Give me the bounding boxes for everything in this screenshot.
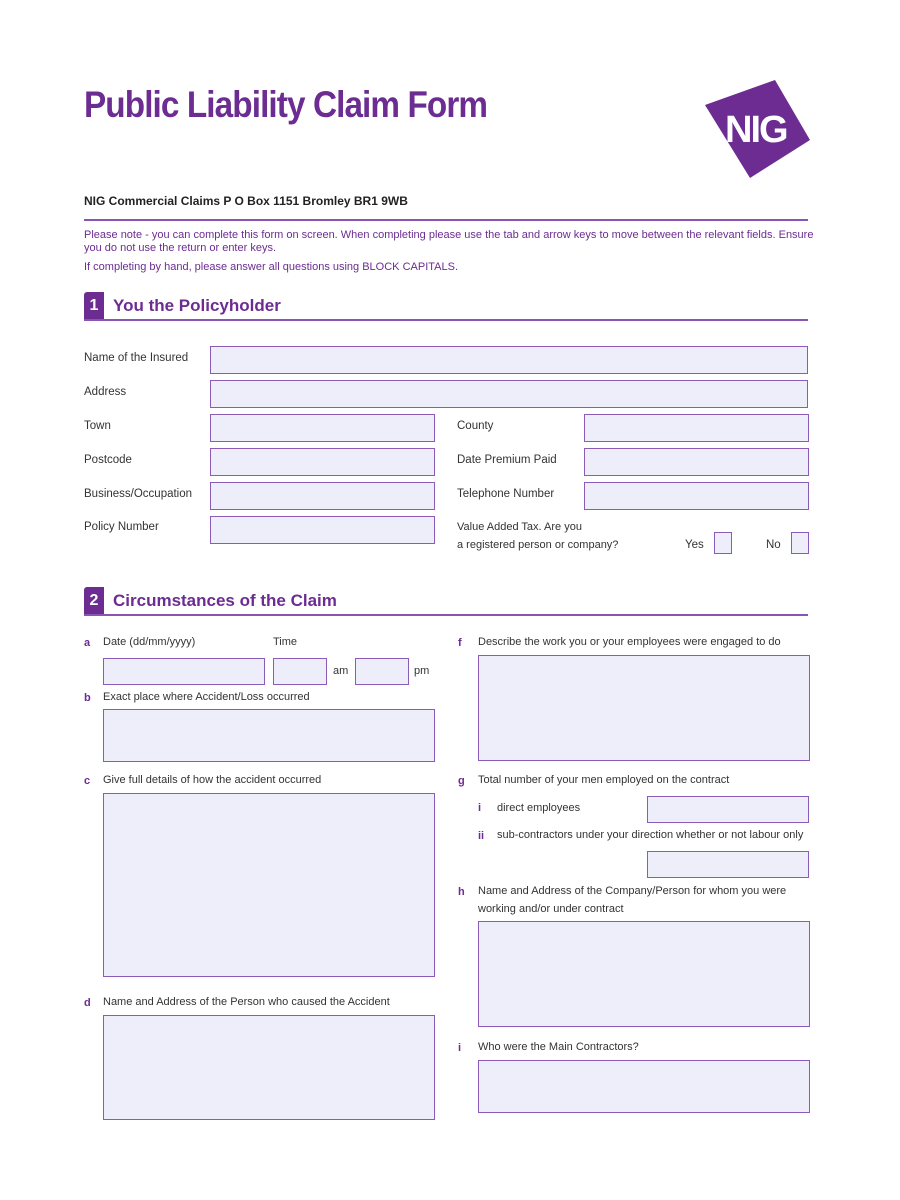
item-letter: h: [458, 886, 465, 898]
claims-address: NIG Commercial Claims P O Box 1151 Bromley BR1 9WB: [84, 194, 408, 208]
label-company: Name and Address of the Company/Person for whom you were: [478, 885, 787, 897]
label-pm: pm: [414, 665, 430, 677]
label-men: Total number of your men employed on the contract: [478, 774, 730, 786]
label-vat: Value Added Tax. Are you: [457, 521, 582, 533]
item-letter: d: [84, 997, 91, 1009]
item-letter: g: [458, 775, 465, 787]
item-letter: i: [458, 1042, 462, 1054]
name-of-insured-input[interactable]: [210, 346, 808, 374]
business-occupation-input[interactable]: [210, 482, 435, 510]
svg-text:NIG: NIG: [725, 109, 787, 151]
main-contractors-input[interactable]: [478, 1060, 810, 1113]
item-numeral: ii: [478, 830, 485, 842]
nig-logo: [705, 80, 810, 180]
label-town: Town: [84, 420, 111, 432]
person-caused-textarea[interactable]: [103, 1015, 435, 1120]
address-input[interactable]: [210, 380, 808, 408]
label-am: am: [333, 665, 349, 677]
label-vat-2: a registered person or company?: [457, 539, 619, 551]
vat-yes-checkbox[interactable]: [714, 532, 732, 554]
label-county: County: [457, 420, 494, 432]
town-input[interactable]: [210, 414, 435, 442]
label-name: Name of the Insured: [84, 352, 189, 364]
accident-place-input[interactable]: [103, 709, 435, 762]
item-letter: c: [84, 775, 91, 787]
accident-details-textarea[interactable]: [103, 793, 435, 977]
label-person: Name and Address of the Person who caused the Accident: [103, 996, 390, 1008]
label-company-2: working and/or under contract: [478, 903, 624, 915]
item-letter: b: [84, 692, 91, 704]
label-address: Address: [84, 386, 127, 398]
item-numeral: i: [478, 802, 482, 814]
note-screen: Please note - you can complete this form on screen. When completing please use the tab and arrow keys to move between the relevant fields. Ensure you do not use the return or enter keys.: [84, 229, 814, 254]
label-sub: sub-contractors under your direction whether or not labour only: [497, 829, 804, 841]
policy-number-input[interactable]: [210, 516, 435, 544]
item-letter: a: [84, 637, 91, 649]
label-date-premium: Date Premium Paid: [457, 454, 557, 466]
county-input[interactable]: [584, 414, 809, 442]
section-1-title: You the Policyholder: [113, 296, 281, 315]
section-2-title: Circumstances of the Claim: [113, 591, 337, 610]
direct-employees-input[interactable]: [647, 796, 809, 823]
section-1-number: 1: [84, 292, 104, 320]
date-input[interactable]: [103, 658, 265, 685]
work-description-textarea[interactable]: [478, 655, 810, 761]
label-work: Describe the work you or your employees were engaged to do: [478, 636, 781, 648]
postcode-input[interactable]: [210, 448, 435, 476]
note-capitals: If completing by hand, please answer all questions using BLOCK CAPITALS.: [84, 261, 458, 273]
vat-no-checkbox[interactable]: [791, 532, 809, 554]
label-date: Date (dd/mm/yyyy): [103, 636, 196, 648]
label-yes: Yes: [685, 539, 704, 551]
label-business: Business/Occupation: [84, 488, 193, 500]
label-no: No: [766, 539, 781, 551]
divider: [84, 614, 808, 616]
section-2-number: 2: [84, 587, 104, 615]
time-pm-input[interactable]: [355, 658, 409, 685]
telephone-input[interactable]: [584, 482, 809, 510]
page-title: Public Liability Claim Form: [84, 84, 488, 125]
divider: [84, 219, 808, 221]
label-contractors: Who were the Main Contractors?: [478, 1041, 639, 1053]
time-am-input[interactable]: [273, 658, 327, 685]
date-premium-paid-input[interactable]: [584, 448, 809, 476]
item-letter: f: [458, 637, 462, 649]
label-telephone: Telephone Number: [457, 488, 555, 500]
divider: [84, 319, 808, 321]
subcontractors-input[interactable]: [647, 851, 809, 878]
label-policy: Policy Number: [84, 521, 159, 533]
label-direct: direct employees: [497, 802, 581, 814]
label-place: Exact place where Accident/Loss occurred: [103, 691, 310, 703]
label-time: Time: [273, 636, 298, 648]
label-postcode: Postcode: [84, 454, 132, 466]
company-person-textarea[interactable]: [478, 921, 810, 1027]
label-details: Give full details of how the accident occurred: [103, 774, 322, 786]
